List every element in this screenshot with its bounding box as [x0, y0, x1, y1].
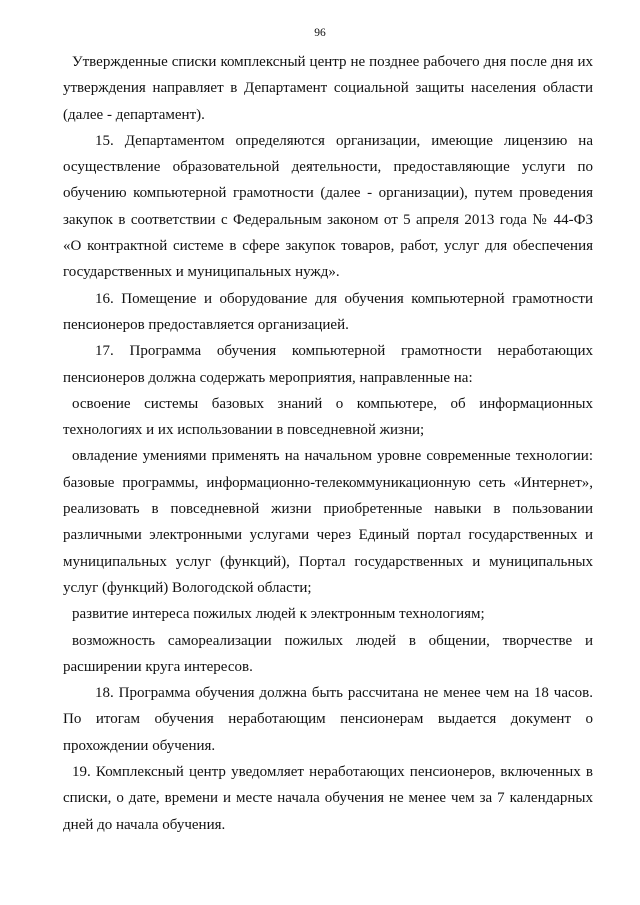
list-item-self-realization: возможность самореализации пожилых людей в общении, творчестве и расширении круга интересов.: [63, 632, 593, 675]
paragraph-approved-lists: Утвержденные списки комплексный центр не позднее рабочего дня после дня их утверждения направляет в Департамент социальной защиты населения области (далее - департамент).: [63, 54, 593, 123]
paragraph-18: 18. Программа обучения должна быть рассчитана не менее чем на 18 часов. По итогам обучения неработающим пенсионерам выдается документ о прохождении обучения.: [63, 685, 593, 754]
paragraph-17: 17. Программа обучения компьютерной грамотности неработающих пенсионеров должна содержать мероприятия, направленные на:: [63, 343, 593, 386]
paragraph-16: 16. Помещение и оборудование для обучения компьютерной грамотности пенсионеров предоставляется организацией.: [63, 290, 593, 333]
paragraph-19: 19. Комплексный центр уведомляет неработающих пенсионеров, включенных в списки, о дате, времени и месте начала обучения не менее чем за 7 календарных дней до начала обучения.: [63, 764, 593, 833]
list-item-skills: овладение умениями применять на начальном уровне современные технологии: базовые программы, информационно-телекоммуникационную сеть «Интернет», реализовать в повседневной жизни приобретенные навыки в пользовании различными электронными услугами через Единый портал государственных и муниципальных услуг (функций), Портал государственных и муниципальных услуг (функций) Вологодской области;: [63, 448, 593, 596]
page-number: 96: [314, 27, 326, 39]
list-item-interest: развитие интереса пожилых людей к электронным технологиям;: [72, 606, 485, 623]
list-item-basic-knowledge: освоение системы базовых знаний о компьютере, об информационных технологиях и их использовании в повседневной жизни;: [63, 395, 593, 439]
paragraph-15: 15. Департаментом определяются организации, имеющие лицензию на осуществление образовательной деятельности, предоставляющие услуги по обучению компьютерной грамотности (далее - организации), путем проведения закупок в соответствии с Федеральным законом от 5 апреля 2013 года № 44-ФЗ «О контрактной системе в сфере закупок товаров, работ, услуг для обеспечения государственных и муниципальных нужд».: [63, 132, 593, 281]
document-body: [63, 49, 593, 838]
